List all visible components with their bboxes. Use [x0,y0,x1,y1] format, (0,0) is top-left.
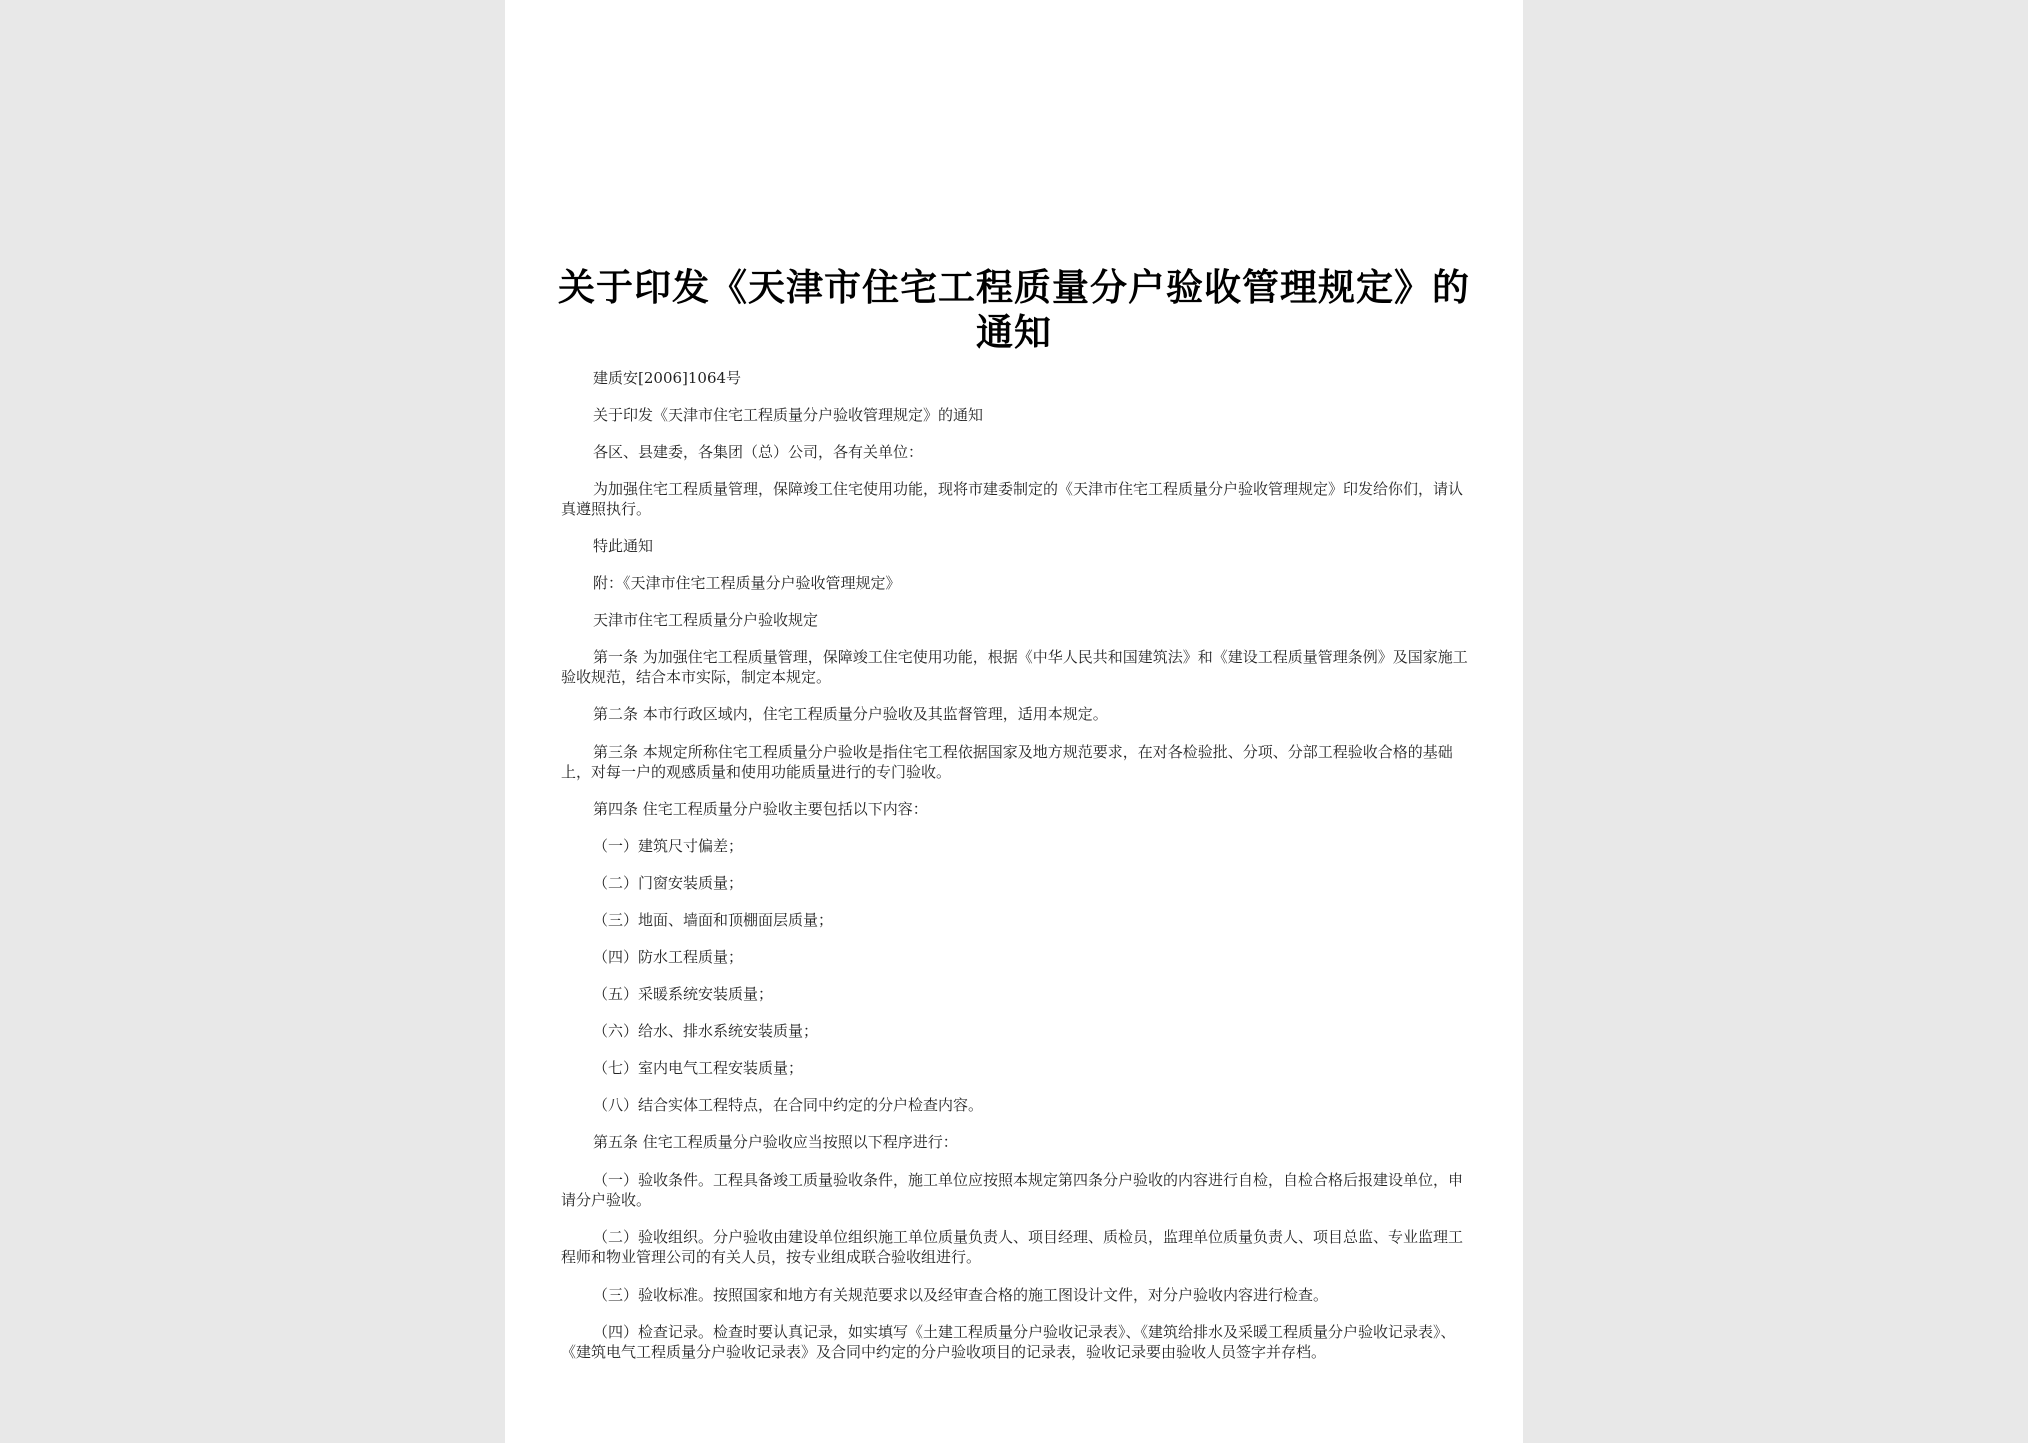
paragraph: 为加强住宅工程质量管理，保障竣工住宅使用功能，现将市建委制定的《天津市住宅工程质量分户验收管理规定》印发给你们，请认真遵照执行。 [561,480,1464,518]
document-page [505,0,1523,1443]
document-title-line1: 关于印发《天津市住宅工程质量分户验收管理规定》的 [558,265,1470,309]
paragraph: 关于印发《天津市住宅工程质量分户验收管理规定》的通知 [593,406,984,424]
list-item: （六）给水、排水系统安装质量； [593,1022,819,1040]
list-item: （七）室内电气工程安装质量； [593,1059,804,1077]
paragraph: 第五条 住宅工程质量分户验收应当按照以下程序进行： [593,1133,958,1151]
paragraph: 天津市住宅工程质量分户验收规定 [593,611,819,629]
paragraph: 第三条 本规定所称住宅工程质量分户验收是指住宅工程依据国家及地方规范要求，在对各检验批、分项、分部工程验收合格的基础上，对每一户的观感质量和使用功能质量进行的专门验收。 [561,743,1453,781]
list-item: （四）防水工程质量； [593,948,744,966]
list-item: （一）建筑尺寸偏差； [593,837,744,855]
list-item: （八）结合实体工程特点，在合同中约定的分户检查内容。 [593,1096,984,1114]
paragraph: （四）检查记录。检查时要认真记录，如实填写《土建工程质量分户验收记录表》、《建筑给排水及采暖工程质量分户验收记录表》、《建筑电气工程质量分户验收记录表》及合同中约定的分户验收项目的记录表，验收记录要由验收人员签字并存档。 [561,1323,1456,1361]
list-item: （二）门窗安装质量； [593,874,744,892]
paragraph: 附：《天津市住宅工程质量分户验收管理规定》 [593,574,901,592]
paragraph: （一）验收条件。工程具备竣工质量验收条件，施工单位应按照本规定第四条分户验收的内容进行自检，自检合格后报建设单位，申请分户验收。 [561,1171,1464,1209]
doc-number: 建质安[2006]1064号 [593,369,742,387]
document-title-line2: 通知 [976,310,1052,354]
paragraph: 各区、县建委，各集团（总）公司，各有关单位： [593,443,924,461]
paragraph: 第一条 为加强住宅工程质量管理，保障竣工住宅使用功能，根据《中华人民共和国建筑法》和《建设工程质量管理条例》及国家施工验收规范，结合本市实际，制定本规定。 [561,648,1468,686]
list-item: （三）地面、墙面和顶棚面层质量； [593,911,834,929]
paragraph: 特此通知 [593,537,654,555]
list-item: （五）采暖系统安装质量； [593,985,774,1003]
paragraph: 第二条 本市行政区域内，住宅工程质量分户验收及其监督管理，适用本规定。 [593,705,1108,723]
paragraph: 第四条 住宅工程质量分户验收主要包括以下内容： [593,800,928,818]
paragraph: （二）验收组织。分户验收由建设单位组织施工单位质量负责人、项目经理、质检员，监理单位质量负责人、项目总监、专业监理工程师和物业管理公司的有关人员，按专业组成联合验收组进行。 [561,1228,1464,1266]
paragraph: （三）验收标准。按照国家和地方有关规范要求以及经审查合格的施工图设计文件，对分户验收内容进行检查。 [593,1286,1329,1304]
